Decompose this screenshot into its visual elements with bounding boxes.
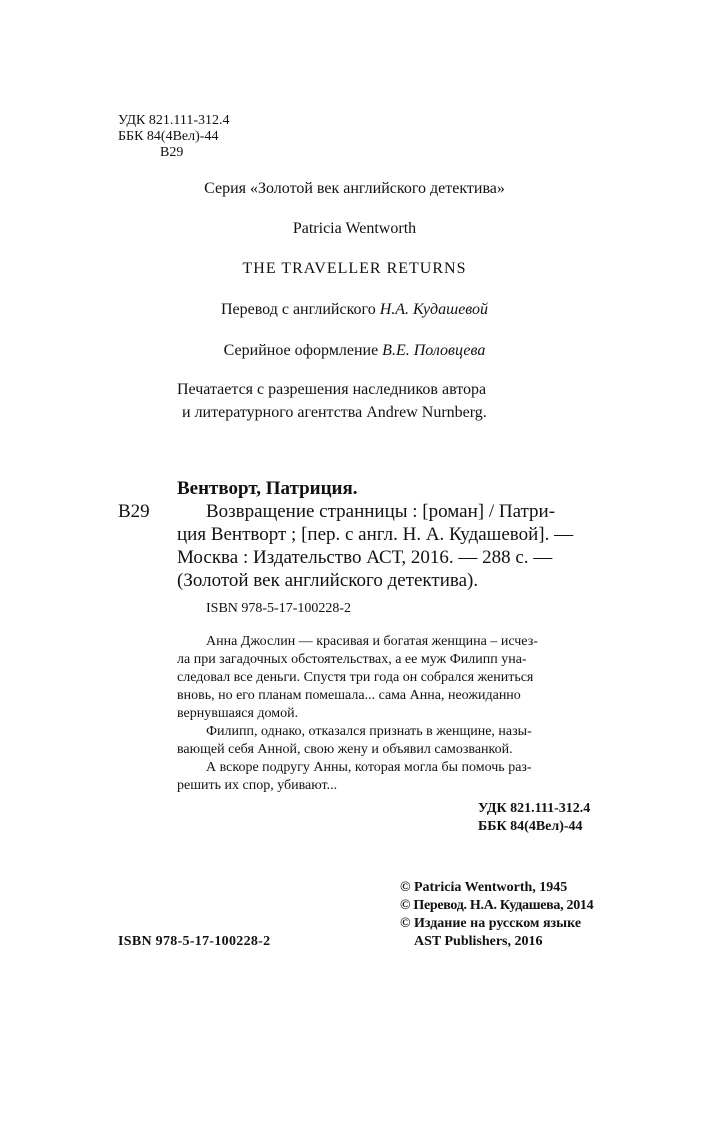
- bbk-code: ББК 84(4Вел)-44: [118, 129, 219, 144]
- translation-prefix: Перевод с английского: [220, 301, 380, 318]
- annotation-line: вающей себя Анной, свою жену и объявил самозванкой.: [177, 742, 513, 757]
- isbn-bottom: ISBN 978-5-17-100228-2: [118, 934, 271, 949]
- translator-name: Н.А. Кудашевой: [379, 301, 489, 318]
- original-title: THE TRAVELLER RETURNS: [242, 260, 467, 277]
- series-line: Серия «Золотой век английского детектива»: [204, 180, 505, 197]
- catalog-line-4: (Золотой век английского детектива).: [177, 570, 479, 591]
- catalog-line-3: Москва : Издательство АСТ, 2016. — 288 с. —: [177, 547, 553, 568]
- catalog-line-1: Возвращение странницы : [роман] / Патри-: [206, 501, 556, 522]
- copyright-line: © Patricia Wentworth, 1945: [400, 880, 568, 895]
- udk-code-bottom: УДК 821.111-312.4: [478, 801, 591, 816]
- copyright-line: AST Publishers, 2016: [414, 934, 543, 949]
- annotation-line: Филипп, однако, отказался признать в женщине, назы-: [206, 724, 532, 739]
- catalog-line-2: ция Вентворт ; [пер. с англ. Н. А. Кудашевой]. —: [177, 524, 574, 545]
- design-line: [0, 340, 709, 361]
- udk-code: УДК 821.111-312.4: [118, 113, 230, 128]
- designer-name: В.Е. Половцева: [382, 342, 486, 359]
- permission-line-2: и литературного агентства Andrew Nurnberg.: [182, 404, 487, 421]
- catalog-code: В29: [118, 501, 150, 522]
- bbk-code-bottom: ББК 84(4Вел)-44: [478, 819, 583, 834]
- translation-line: [0, 299, 709, 320]
- author-mark: В29: [160, 145, 184, 160]
- design-prefix: Серийное оформление: [223, 342, 383, 359]
- catalog-isbn: ISBN 978-5-17-100228-2: [206, 601, 352, 616]
- annotation-line: А вскоре подругу Анны, которая могла бы помочь раз-: [206, 760, 532, 775]
- permission-line-1: Печатается с разрешения наследников автора: [177, 381, 487, 398]
- annotation-line: следовал все деньги. Спустя три года он собрался жениться: [177, 670, 534, 685]
- annotation-line: вновь, но его планам помешала... сама Анна, неожиданно: [177, 688, 521, 703]
- annotation-line: решить их спор, убивают...: [177, 778, 338, 793]
- original-author: Patricia Wentworth: [292, 220, 417, 237]
- annotation-line: ла при загадочных обстоятельствах, а ее муж Филипп уна-: [177, 652, 527, 667]
- catalog-heading: Вентворт, Патриция.: [177, 478, 358, 499]
- annotation-line: Анна Джослин — красивая и богатая женщина – исчез-: [206, 634, 538, 649]
- copyright-line: © Перевод. Н.А. Кудашева, 2014: [400, 898, 594, 913]
- copyright-line: © Издание на русском языке: [400, 916, 582, 931]
- annotation-line: вернувшаяся домой.: [177, 706, 299, 721]
